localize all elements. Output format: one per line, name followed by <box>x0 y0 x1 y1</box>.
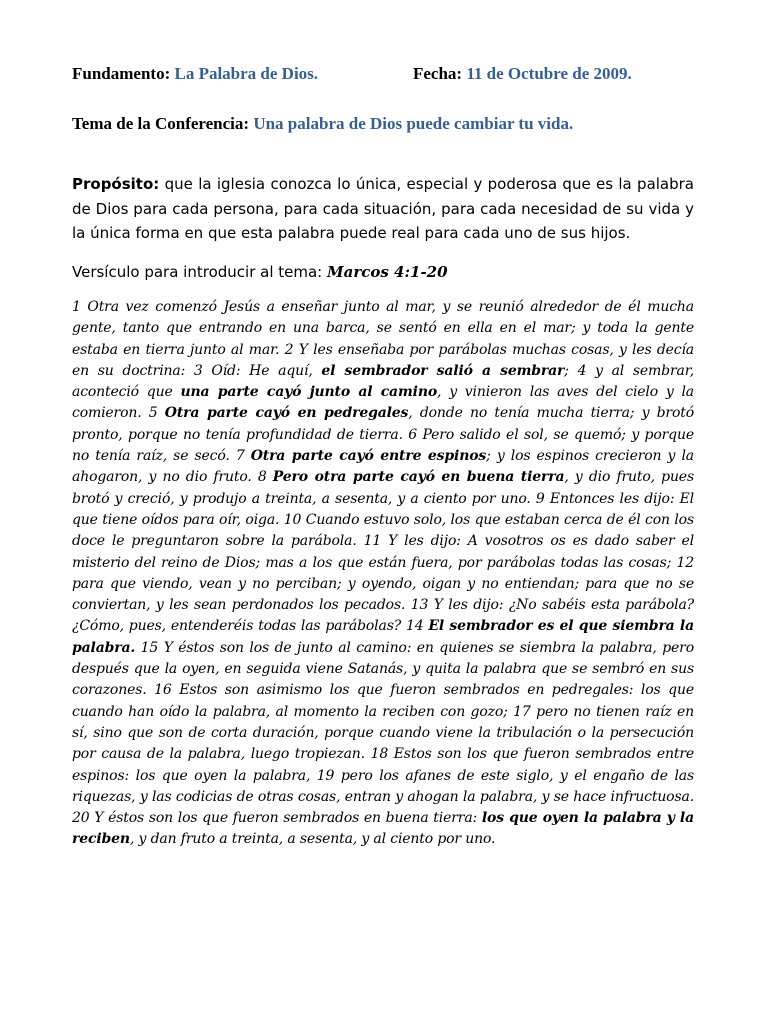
scripture-passage <box>72 297 694 851</box>
proposito-paragraph <box>72 172 694 246</box>
tema-label: Tema de la Conferencia: <box>72 114 250 133</box>
fecha-block <box>413 64 632 84</box>
scripture-text: , donde no tenía mucha tierra; y brotó pronto, porque no tenía profundidad de tierra. 6 Pero salido el sol, se quemó; y porque no tenía raíz, se secó. 7 <box>72 405 694 465</box>
scripture-text: 1 Otra vez comenzó Jesús a enseñar junto al mar, y se reunió alrededor de él mucha gente, tanto que entrando en una barca, se sentó en ella en el mar; y toda la gente estaba en tierra junto al mar. 2 Y les enseñaba por parábolas muchas cosas, y les decía en su doctrina: 3 Oíd: He aquí, <box>72 299 694 379</box>
scripture-text: 15 Y éstos son los de junto al camino: en quienes se siembra la palabra, pero después que la oyen, en seguida viene Satanás, y quita la palabra que se sembró en sus corazones. 16 Estos son asimismo los que fueron sembrados en pedregales: los que cuando han oído la palabra, al momento la reciben con gozo; 17 pero no tienen raíz en sí, sino que son de corta duración, porque cuando viene la tribulación o la persecución por causa de la palabra, luego tropiezan. 18 Estos son los que fueron sembrados entre espinos: los que oyen la palabra, 19 pero los afanes de este siglo, y el engaño de las riquezas, y las codicias de otras cosas, entran y ahogan la palabra, y se hace infructuosa. 20 Y éstos son los que fueron sembrados en buena tierra: <box>72 639 694 827</box>
scripture-bold: El sembrador es el que siembra la palabra. <box>72 618 695 656</box>
scripture-bold: los que oyen la palabra y la reciben <box>72 810 694 848</box>
fundamento-line <box>72 64 632 84</box>
fundamento-label: Fundamento: <box>72 64 171 83</box>
scripture-text: , y dio fruto, pues brotó y creció, y produjo a treinta, a sesenta, y a ciento por uno. 9 Entonces les dijo: El que tiene oídos para oír, oiga. 10 Cuando estuvo solo, los que estaban cerca de él con los doce le preguntaron sobre la parábola. 11 Y les dijo: A vosotros os es dado saber el misterio del reino de Dios; mas a los que están fuera, por parábolas todas las cosas; 12 para que viendo, vean y no perciban; y oyendo, oigan y no entiendan; para que no se conviertan, y les sean perdonados los pecados. 13 Y les dijo: ¿No sabéis esta parábola? ¿Cómo, pues, entenderéis todas las parábolas? 14 <box>72 469 694 635</box>
scripture-text: ; 4 y al sembrar, aconteció que <box>72 362 695 401</box>
scripture-bold: el sembrador salió a sembrar <box>321 362 565 379</box>
scripture-bold: una parte cayó junto al camino <box>180 384 438 401</box>
proposito-label: Propósito: <box>72 175 160 193</box>
scripture-text: ; y los espinos crecieron y la ahogaron, y no dio fruto. 8 <box>72 448 694 486</box>
scripture-text: , y dan fruto a treinta, a sesenta, y al ciento por uno. <box>129 831 496 848</box>
fundamento-value: La Palabra de Dios. <box>174 64 319 83</box>
fecha-value: 11 de Octubre de 2009. <box>466 64 632 83</box>
scripture-text: , y vinieron las aves del cielo y la comieron. 5 <box>72 384 694 422</box>
proposito-text: que la iglesia conozca lo única, especial y poderosa que es la palabra de Dios para cada persona, para cada situación, para cada necesidad de su vida y la única forma en que esta palabra puede real para cada uno de sus hijos. <box>72 175 694 242</box>
scripture-bold: Pero otra parte cayó en buena tierra <box>272 469 565 486</box>
versiculo-intro-text: Versículo para introducir al tema: <box>72 263 327 281</box>
scripture-bold: Otra parte cayó entre espinos <box>250 448 487 465</box>
scripture-bold: Otra parte cayó en pedregales <box>164 405 409 422</box>
versiculo-intro <box>72 261 694 283</box>
fecha-label: Fecha: <box>413 64 463 83</box>
tema-line <box>72 114 573 134</box>
tema-value: Una palabra de Dios puede cambiar tu vida. <box>253 114 574 133</box>
versiculo-reference: Marcos 4:1-20 <box>327 263 448 281</box>
